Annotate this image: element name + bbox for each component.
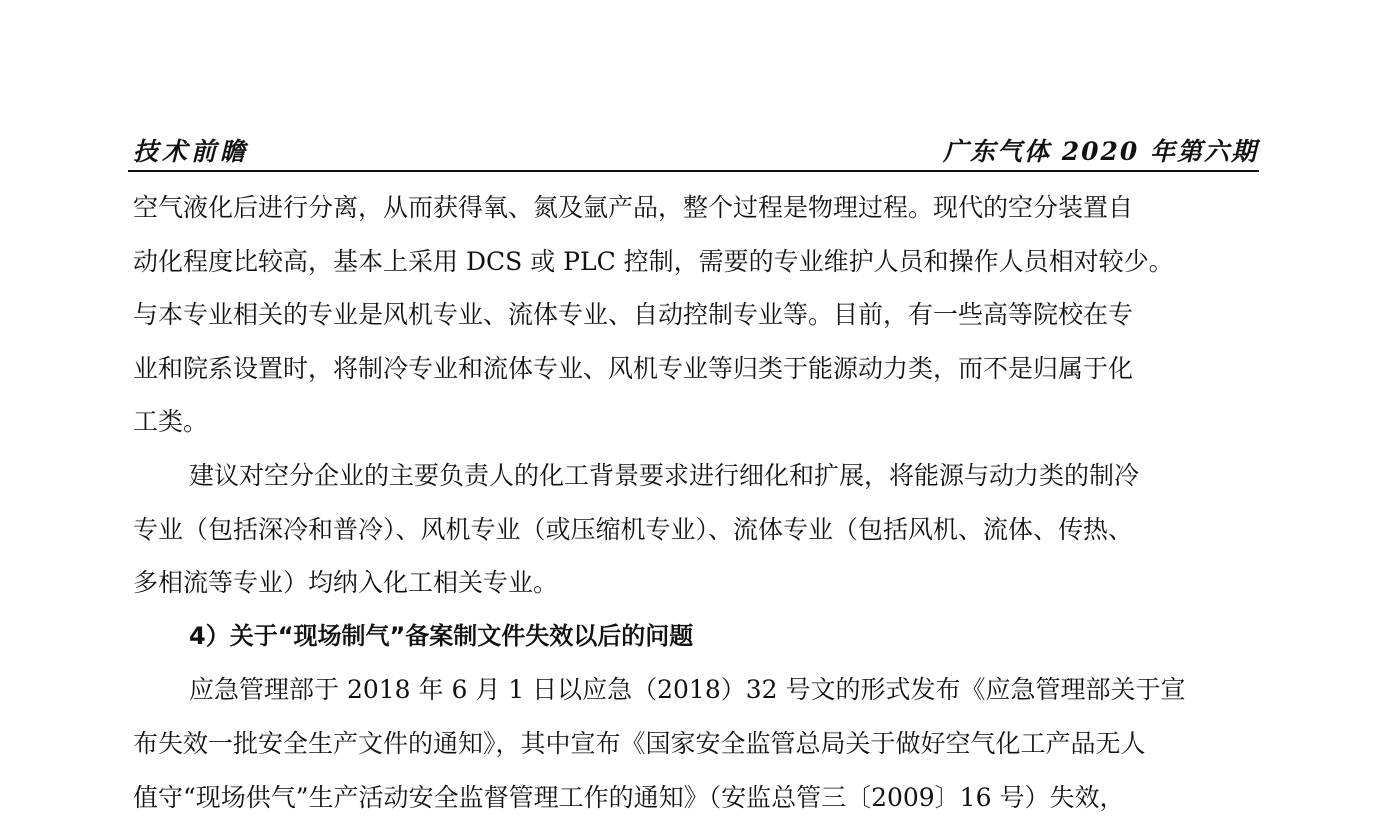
text-line: 工类。 — [133, 407, 209, 437]
text-line: 应急管理部于 2018 年 6 月 1 日以应急（2018）32 号文的形式发布《应急管理部关于宣 — [189, 675, 1186, 705]
text-line: 与本专业相关的专业是风机专业、流体专业、自动控制专业等。目前，有一些高等院校在专 — [133, 300, 1134, 330]
text-line: 建议对空分企业的主要负责人的化工背景要求进行细化和扩展，将能源与动力类的制冷 — [189, 460, 1140, 490]
text-line: 多相流等专业）均纳入化工相关专业。 — [133, 568, 559, 598]
text-line: 值守“现场供气”生产活动安全监督管理工作的通知》（安监总管三〔2009〕16 号）失效， — [133, 782, 1125, 812]
text-line: 专业（包括深冷和普冷）、风机专业（或压缩机专业）、流体专业（包括风机、流体、传热、 — [133, 514, 1134, 544]
text-line: 动化程度比较高，基本上采用 DCS 或 PLC 控制，需要的专业维护人员和操作人员相对较少。 — [133, 246, 1174, 276]
header-divider — [128, 170, 1259, 172]
text-line: 布失效一批安全生产文件的通知》，其中宣布《国家安全监管总局关于做好空气化工产品无人 — [133, 728, 1146, 758]
section-title: 技术前瞻 — [133, 137, 250, 166]
journal-issue: 广东气体 2020 年第六期 — [943, 137, 1258, 166]
body-text — [133, 181, 1257, 824]
section-heading: 4）关于“现场制气”备案制文件失效以后的问题 — [189, 621, 694, 650]
page-header — [133, 128, 1258, 168]
text-line: 空气液化后进行分离，从而获得氧、氮及氩产品，整个过程是物理过程。现代的空分装置自 — [133, 193, 1134, 222]
text-line: 业和院系设置时，将制冷专业和流体专业、风机专业等归类于能源动力类，而不是归属于化 — [133, 353, 1134, 383]
